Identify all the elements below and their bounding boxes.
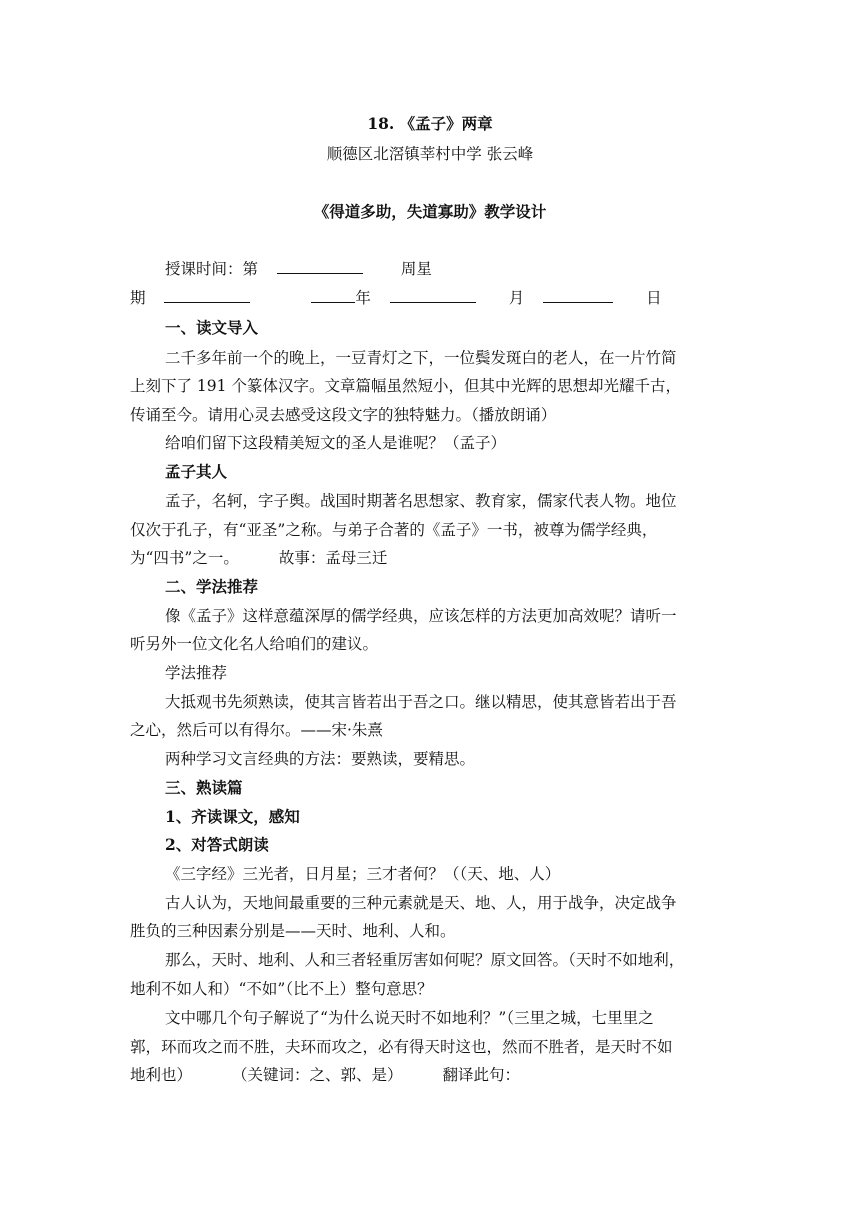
section3-para4-end: 地利也）	[130, 1066, 193, 1084]
section3-keywords: （关键词：之、郭、是）	[232, 1066, 403, 1084]
section1-para1-line1: 二千多年前一个的晚上，一豆青灯之下，一位鬓发斑白的老人，在一片竹简	[165, 349, 677, 367]
section3-para2-line2: 胜负的三种因素分别是——天时、地利、人和。	[130, 922, 456, 940]
schedule-line-2	[130, 286, 730, 308]
mencius-subheading: 孟子其人	[165, 462, 228, 481]
section2-heading: 二、学法推荐	[165, 577, 259, 596]
schedule-time-label: 授课时间：第	[165, 260, 259, 278]
day-of-week-blank[interactable]	[164, 286, 250, 303]
section3-translate-prompt: 翻译此句：	[442, 1066, 521, 1084]
study-method-label: 学法推荐	[165, 664, 228, 682]
study-method-summary: 两种学习文言经典的方法：要熟读，要精思。	[165, 750, 476, 768]
mencius-bio-line2: 仅次于孔子，有“亚圣”之称。与弟子合著的《孟子》一书，被尊为儒学经典，	[130, 521, 658, 539]
section1-heading: 一、读文导入	[165, 318, 259, 337]
section3-para4-line1: 文中哪几个句子解说了“为什么说天时不如地利？”（三里之城，七里里之	[165, 1009, 654, 1027]
schedule-year-label: 年	[355, 289, 371, 307]
mencius-bio-text: 为“四书”之一。	[130, 549, 239, 567]
month-blank[interactable]	[390, 286, 476, 303]
day-blank[interactable]	[543, 286, 613, 303]
section3-para3-line1: 那么，天时、地利、人和三者轻重厉害如何呢？原文回答。（天时不如地利，	[165, 951, 685, 969]
section3-para3-line2: 地利不如人和）“不如”（比不上）整句意思？	[130, 980, 433, 998]
mencius-story: 故事：孟母三迁	[278, 549, 388, 567]
schedule-day-label: 日	[646, 289, 662, 307]
mencius-bio-line3	[130, 546, 730, 568]
section3-para4-line3	[130, 1063, 730, 1085]
design-title: 《得道多助，失道寡助》教学设计	[313, 202, 547, 221]
section3-para4-line2: 郭，环而攻之而不胜，夫环而攻之，必有得天时这也，然而不胜者，是天时不如	[130, 1038, 673, 1056]
schedule-line-1	[165, 257, 730, 279]
zhuxi-quote-line1: 大抵观书先须熟读，使其言皆若出于吾之口。继以精思，使其意皆若出于吾	[165, 693, 677, 711]
section1-para1-line3: 传诵至今。请用心灵去感受这段文字的独特魅力。（播放朗诵）	[130, 406, 557, 424]
section3-step1: 1、齐读课文，感知	[165, 807, 300, 826]
author-line: 顺德区北滘镇莘村中学 张云峰	[326, 145, 534, 163]
schedule-month-label: 月	[508, 289, 525, 307]
section2-para1-line2: 听另外一位文化名人给咱们的建议。	[130, 635, 379, 653]
schedule-dayofweek-label: 期	[130, 289, 146, 307]
schedule-week-label: 周星	[400, 260, 432, 278]
year-blank[interactable]	[311, 286, 355, 303]
section1-question: 给咱们留下这段精美短文的圣人是谁呢？（孟子）	[165, 434, 507, 452]
section3-para2-line1: 古人认为，天地间最重要的三种元素就是天、地、人，用于战争，决定战争	[165, 894, 677, 912]
mencius-bio-line1: 孟子，名轲，字子舆。战国时期著名思想家、教育家，儒家代表人物。地位	[165, 492, 677, 510]
week-number-blank[interactable]	[277, 257, 363, 274]
section3-step2: 2、对答式朗读	[165, 835, 269, 854]
section1-para1-line2: 上刻下了 191 个篆体汉字。文章篇幅虽然短小，但其中光辉的思想却光耀千古，	[130, 377, 681, 395]
section2-para1-line1: 像《孟子》这样意蕴深厚的儒学经典，应该怎样的方法更加高效呢？请听一	[165, 607, 677, 625]
lesson-title: 18. 《孟子》两章	[367, 114, 493, 133]
zhuxi-quote-line2: 之心，然后可以有得尔。——宋·朱熹	[130, 721, 383, 739]
sanzijing-line: 《三字经》三光者，日月星；三才者何？（（天、地、人）	[165, 865, 561, 883]
section3-heading: 三、熟读篇	[165, 778, 243, 797]
